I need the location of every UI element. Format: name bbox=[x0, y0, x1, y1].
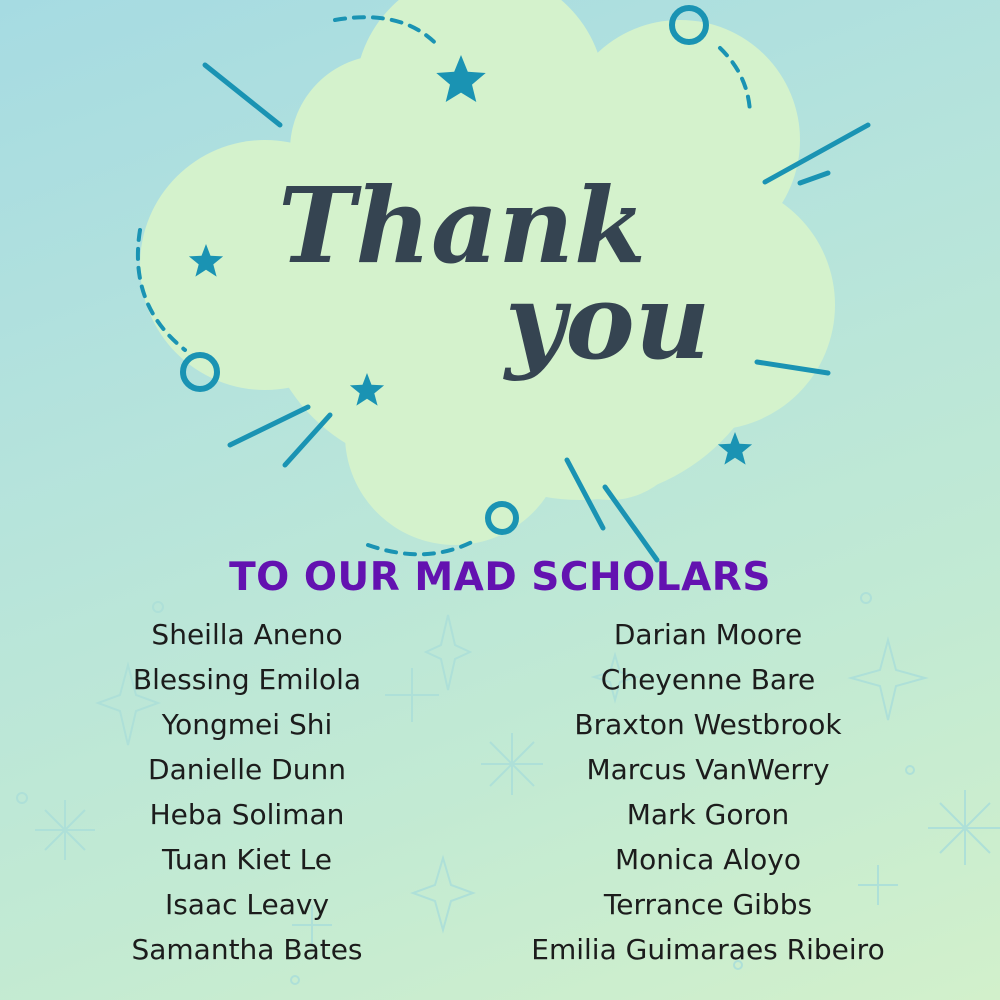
name-item: Mark Goron bbox=[626, 798, 790, 831]
name-item: Isaac Leavy bbox=[164, 888, 330, 921]
name-item: Yongmei Shi bbox=[161, 708, 333, 741]
name-item: Braxton Westbrook bbox=[574, 708, 842, 741]
name-item: Terrance Gibbs bbox=[603, 888, 813, 921]
name-item: Danielle Dunn bbox=[148, 753, 346, 786]
name-item: Monica Aloyo bbox=[614, 843, 802, 876]
heading: TO OUR MAD SCHOLARS bbox=[229, 555, 771, 600]
name-item: Samantha Bates bbox=[131, 933, 363, 966]
ring-icon bbox=[291, 976, 299, 984]
ring-icon bbox=[153, 602, 163, 612]
name-item: Darian Moore bbox=[613, 618, 803, 651]
name-item: Emilia Guimaraes Ribeiro bbox=[531, 933, 885, 966]
name-item: Cheyenne Bare bbox=[600, 663, 816, 696]
names-list-right bbox=[478, 612, 938, 972]
name-item: Sheilla Aneno bbox=[151, 618, 343, 651]
name-item: Tuan Kiet Le bbox=[162, 843, 332, 876]
names-list-left bbox=[17, 612, 477, 972]
name-item: Blessing Emilola bbox=[132, 663, 362, 696]
title-you: you bbox=[505, 260, 711, 383]
name-item: Marcus VanWerry bbox=[586, 753, 830, 786]
sparkle-icon bbox=[928, 790, 1000, 865]
name-item: Heba Soliman bbox=[149, 798, 345, 831]
title-thank: Thank bbox=[278, 164, 647, 287]
